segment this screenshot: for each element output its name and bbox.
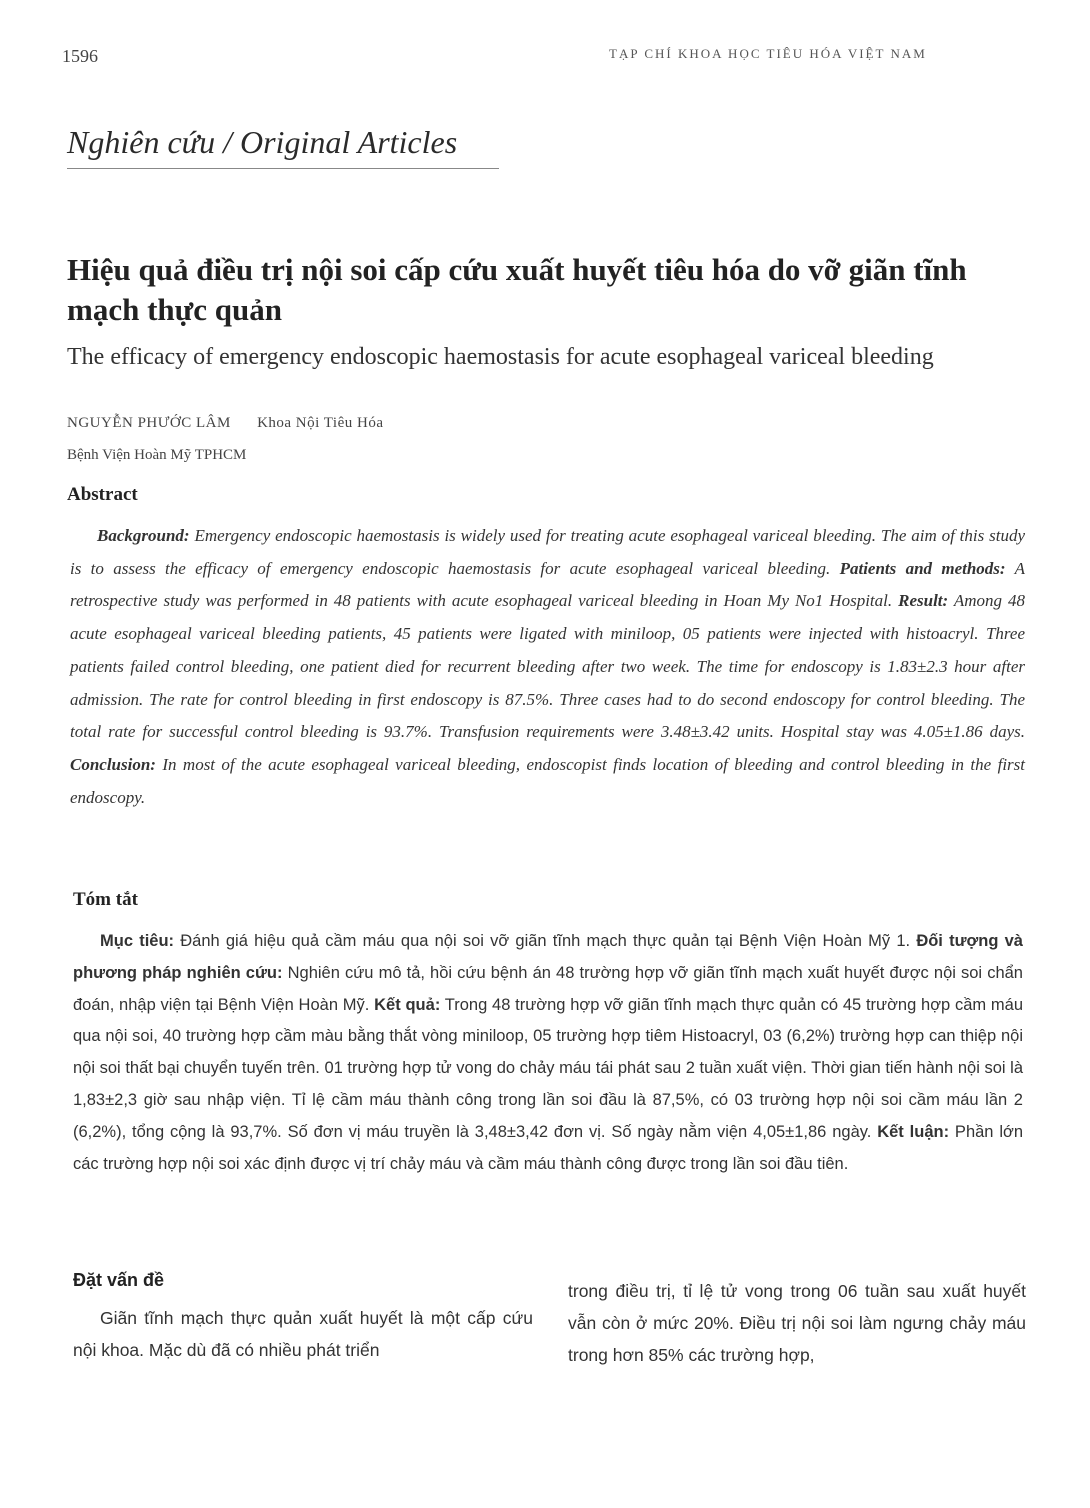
author-hospital: Bệnh Viện Hoàn Mỹ TPHCM: [67, 447, 247, 463]
running-head: TẠP CHÍ KHOA HỌC TIÊU HÓA VIỆT NAM: [609, 46, 927, 61]
abstract-conclusion-text: In most of the acute esophageal variceal bleeding, endoscopist finds location of bleeding and control bleeding in the first endoscopy.: [70, 754, 1025, 807]
abstract-heading: Abstract: [67, 484, 138, 505]
article-title-vietnamese: Hiệu quả điều trị nội soi cấp cứu xuất huyết tiêu hóa do vỡ giãn tĩnh mạch thực quản: [67, 252, 967, 327]
tomtat-ketluan-label: Kết luận:: [877, 1122, 950, 1141]
abstract-background-text: Emergency endoscopic haemostasis is widely used for treating acute esophageal variceal bleeding. The aim of this study is to assess the efficacy of emergency endoscopic haemostasis for acute esophageal variceal bleeding.: [70, 526, 1025, 578]
abstract-methods-label: Patients and methods:: [839, 558, 1006, 578]
tomtat-heading: Tóm tắt: [73, 889, 138, 910]
tomtat-muctieu-text: Đánh giá hiệu quả cầm máu qua nội soi vỡ giãn tĩnh mạch thực quản tại Bệnh Viện Hoàn Mỹ 1.: [174, 932, 917, 950]
article-title-english: The efficacy of emergency endoscopic haemostasis for acute esophageal variceal bleeding: [67, 344, 934, 370]
tomtat-doituong-text: Nghiên cứu mô tả, hồi cứu bệnh án 48 trường hợp vỡ giãn tĩnh mạch xuất huyết được nội soi chẩn đoán, nhập viện tại Bệnh Viện Hoàn Mỹ.: [73, 963, 1023, 1014]
section-label: Nghiên cứu / Original Articles: [67, 124, 458, 160]
tomtat-ketqua-text: Trong 48 trường hợp vỡ giãn tĩnh mạch thực quản có 45 trường hợp cầm máu qua nội soi, 40 trường hợp cầm màu bằng thắt vòng miniloop, 05 trường hợp tiêm Histoacryl, 03 (6,2%) trường hợp can thiệp nội nội soi thất bại chuyển tuyến trên. 01 trường hợp tử vong do chảy máu tái phát sau 2 tuần xuất viện. Thời gian tiến hành nội soi là 1,83±2,3 giờ sau nhập viện. Tỉ lệ cầm máu thành công trong lần soi đầu là 87,5%, có 03 trường hợp nội soi cầm máu lần 2 (6,2%), tổng cộng là 93,7%. Số đơn vị máu truyền là 3,48±3,42 đơn vị. Số ngày nằm viện 4,05±1,86 ngày.: [73, 995, 1024, 1141]
tomtat-doituong-label: Đối tượng và phương pháp nghiên cứu:: [73, 932, 1023, 982]
tomtat-body: [73, 926, 1023, 1180]
intro-left-column: [73, 1263, 533, 1366]
abstract-background-label: Background:: [97, 526, 190, 545]
abstract-result-label: Result:: [898, 591, 949, 611]
abstract-body: [70, 520, 1025, 814]
abstract-conclusion-label: Conclusion:: [70, 754, 156, 774]
author-line: [67, 415, 383, 432]
intro-right-column: [568, 1275, 1026, 1371]
tomtat-ketqua-label: Kết quả:: [374, 995, 441, 1014]
abstract-methods-text: A retrospective study was performed in 48 patients with acute esophageal variceal bleeding in Hoan My No1 Hospital.: [70, 558, 1025, 611]
tomtat-muctieu-label: Mục tiêu:: [100, 932, 175, 950]
author-department: Khoa Nội Tiêu Hóa: [257, 415, 384, 431]
intro-heading: Đặt vấn đề: [73, 1270, 165, 1290]
abstract-result-text: Among 48 acute esophageal variceal bleeding patients, 45 patients were ligated with miniloop, 05 patients were injected with histoacryl. Three patients failed control bleeding, one patient died for recurrent bleeding after two week. The time for endoscopy is 1.83±2.3 hour after admission. The rate for control bleeding in first endoscopy is 87.5%. Three cases had to do second endoscopy for control bleeding. The total rate for successful control bleeding is 93.7%. Transfusion requirements were 3.48±3.42 units. Hospital stay was 4.05±1.86 days.: [70, 591, 1025, 742]
section-rule: [67, 168, 499, 169]
author-name: NGUYỄN PHƯỚC LÂM: [67, 415, 231, 431]
page-number: 1596: [62, 46, 98, 66]
tomtat-ketluan-text: Phần lớn các trường hợp nội soi xác định được vị trí chảy máu và cầm máu thành công được trong lần soi đầu tiên.: [73, 1122, 1023, 1173]
intro-left-paragraph: Giãn tĩnh mạch thực quản xuất huyết là một cấp cứu nội khoa. Mặc dù đã có nhiều phát triển: [73, 1308, 533, 1360]
intro-right-paragraph: trong điều trị, tỉ lệ tử vong trong 06 tuần sau xuất huyết vẫn còn ở mức 20%. Điều trị nội soi làm ngưng chảy máu trong hơn 85% các trường hợp,: [568, 1281, 1026, 1365]
